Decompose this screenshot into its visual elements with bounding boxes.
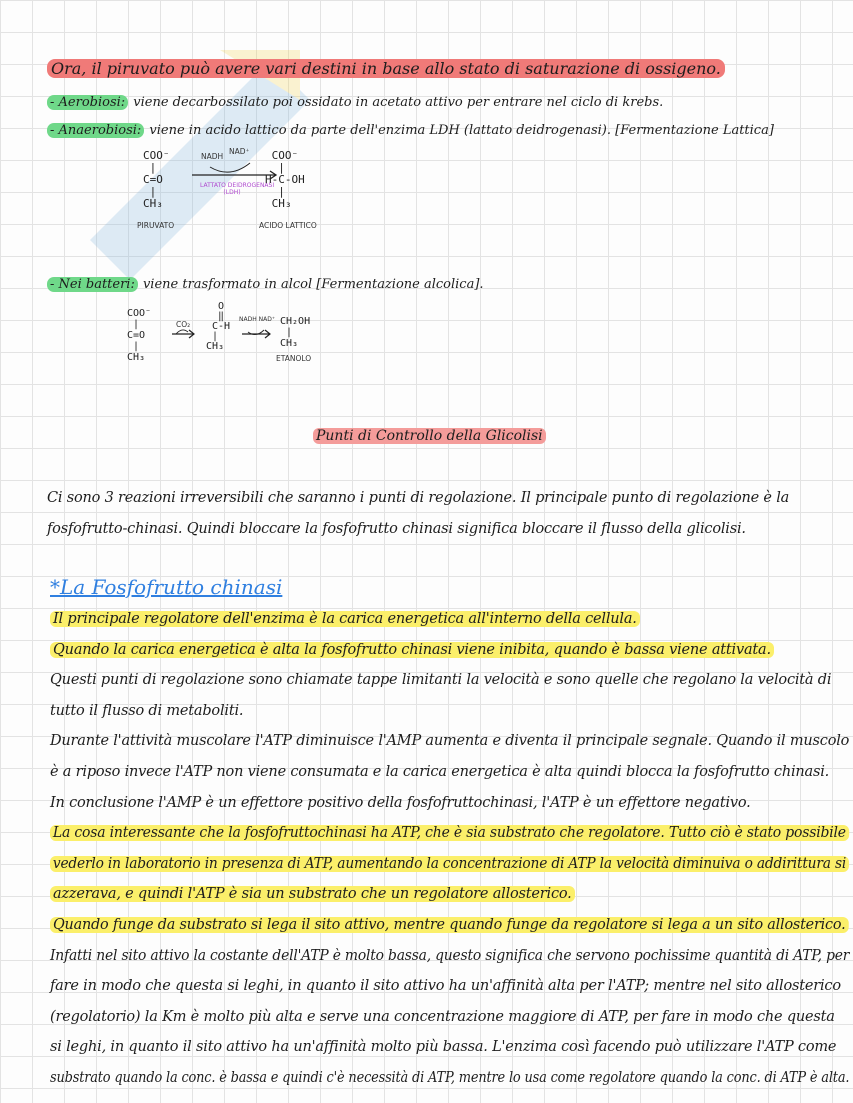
- highlighted-text: La cosa interessante che la fosfofruttochinasi ha ATP, che è sia substrato che regolatore. Tutto ciò è stato possibile: [50, 825, 849, 841]
- paragraph-line: [50, 730, 849, 752]
- highlighted-text: Quando la carica energetica è alta la fosfofrutto chinasi viene inibita, quando è bassa viene attivata.: [50, 642, 774, 658]
- batteri-line: [47, 272, 484, 296]
- co2-label: CO₂: [176, 320, 191, 329]
- paragraph-line: [50, 669, 831, 691]
- paragraph-line: [50, 792, 751, 814]
- paragraph-line: [50, 1006, 835, 1028]
- lactate-structure: COO⁻ | H-C-OH | CH₃: [265, 149, 305, 210]
- highlighted-text: azzerava, e quindi l'ATP è sia un substrato che un regolatore allosterico.: [50, 886, 575, 902]
- ldh-enzyme-label: LATTATO DEIDROGENASI (LDH): [200, 182, 275, 196]
- line-text: si leghi, in quanto il sito attivo ha un'affinità molto più bassa. L'enzima così facendo può utilizzare l'ATP come: [50, 1039, 837, 1056]
- paragraph-line: [50, 761, 829, 783]
- line-text: Durante l'attività muscolare l'ATP diminuisce l'AMP aumenta e diventa il principale segnale. Quando il muscolo: [50, 733, 850, 750]
- line-text: (regolatorio) la Km è molto più alta e serve una concentrazione maggiore di ATP, per fare in modo che questa: [50, 1008, 835, 1025]
- title-highlight: Ora, il piruvato può avere vari destini in base allo stato di saturazione di ossigeno.: [47, 59, 725, 78]
- pyruvate-label: PIRUVATO: [137, 221, 175, 230]
- section-title-text: Punti di Controllo della Glicolisi: [313, 428, 546, 444]
- line-text: In conclusione l'AMP è un effettore positivo della fosfofruttochinasi, l'ATP è un effettore negativo.: [50, 794, 751, 811]
- aerobiosi-label: - Aerobiosi:: [47, 95, 128, 110]
- paragraph-line: [50, 1067, 849, 1089]
- line-text: fare in modo che questa si leghi, in quanto il sito attivo ha un'affinità alta per l'ATP; mentre nel sito allosterico: [50, 978, 841, 995]
- line-text: tutto il flusso di metaboliti.: [50, 702, 244, 719]
- line-text: Infatti nel sito attivo la costante dell'ATP è molto bassa, questo significa che servono pochissime quantità di ATP, per: [50, 947, 850, 964]
- anaerobiosi-line: [47, 118, 774, 142]
- line-text: è a riposo invece l'ATP non viene consumata e la carica energetica è alta quindi blocca la fosfofrutto chinasi.: [50, 764, 830, 780]
- batteri-text: viene trasformato in alcol [Fermentazione alcolica].: [142, 277, 484, 292]
- batteri-label: - Nei batteri:: [47, 277, 138, 292]
- intro-line-1: Ci sono 3 reazioni irreversibili che saranno i punti di regolazione. Il principale punto di regolazione è la: [47, 490, 790, 506]
- fosfofruttochinasi-heading: *La Fosfofrutto chinasi: [50, 575, 283, 599]
- nadh-label: NADH: [201, 152, 224, 161]
- highlighted-text: vederlo in laboratorio in presenza di ATP, aumentando la concentrazione di ATP la velocità diminuiva o addirittura si: [50, 856, 849, 872]
- lactate-label: ACIDO LATTICO: [259, 221, 317, 230]
- acetaldehyde-structure: O ‖ C-H | CH₃: [206, 301, 231, 352]
- intro-line-2: fosfofrutto-chinasi. Quindi bloccare la fosfofrutto chinasi significa bloccare il flusso della glicolisi.: [47, 521, 746, 537]
- paragraph-line: [50, 1036, 836, 1058]
- paragraph-line: [50, 975, 841, 997]
- aerobiosi-line: [47, 90, 663, 114]
- paragraph-line: [50, 945, 849, 967]
- anaerobiosi-text: viene in acido lattico da parte dell'enzima LDH (lattato deidrogenasi). [Fermentazione Lattica]: [149, 123, 774, 138]
- paragraph-line: [50, 639, 774, 661]
- pyruvate-structure: COO⁻ | C=O | CH₃: [143, 149, 170, 210]
- pyruvate-structure-2: COO⁻ | C=O | CH₃: [127, 308, 152, 363]
- ethanol-cofactors: NADH NAD⁺: [239, 316, 276, 323]
- line-text: Questi punti di regolazione sono chiamate tappe limitanti la velocità e sono quelle che regolano la velocità di: [50, 672, 832, 689]
- paragraph-line: [50, 914, 848, 936]
- ethanol-label: ETANOLO: [276, 354, 312, 363]
- line-text: substrato quando la conc. è bassa e quindi c'è necessità di ATP, mentre lo usa come regolatore quando la conc. di ATP è alta.: [50, 1070, 850, 1086]
- paragraph-line: [50, 608, 640, 630]
- paragraph-line: [50, 700, 243, 722]
- intro-title: [47, 58, 725, 80]
- paragraph-line: [50, 822, 849, 844]
- highlighted-text: Il principale regolatore dell'enzima è la carica energetica all'interno della cellula.: [50, 611, 640, 627]
- paragraph-line: [50, 883, 575, 905]
- anaerobiosi-label: - Anaerobiosi:: [47, 123, 144, 138]
- decarboxylation-arrow: [170, 326, 200, 340]
- ethanol-structure: CH₂OH | CH₃: [280, 316, 311, 349]
- section-title: [313, 425, 546, 447]
- paragraph-line: [50, 853, 849, 875]
- highlighted-text: Quando funge da substrato si lega il sito attivo, mentre quando funge da regolatore si lega a un sito allosterico.: [50, 917, 848, 933]
- aerobiosi-text: viene decarbossilato poi ossidato in acetato attivo per entrare nel ciclo di krebs.: [133, 95, 664, 110]
- nad-label: NAD⁺: [229, 147, 250, 156]
- reduction-arrow: [240, 326, 276, 340]
